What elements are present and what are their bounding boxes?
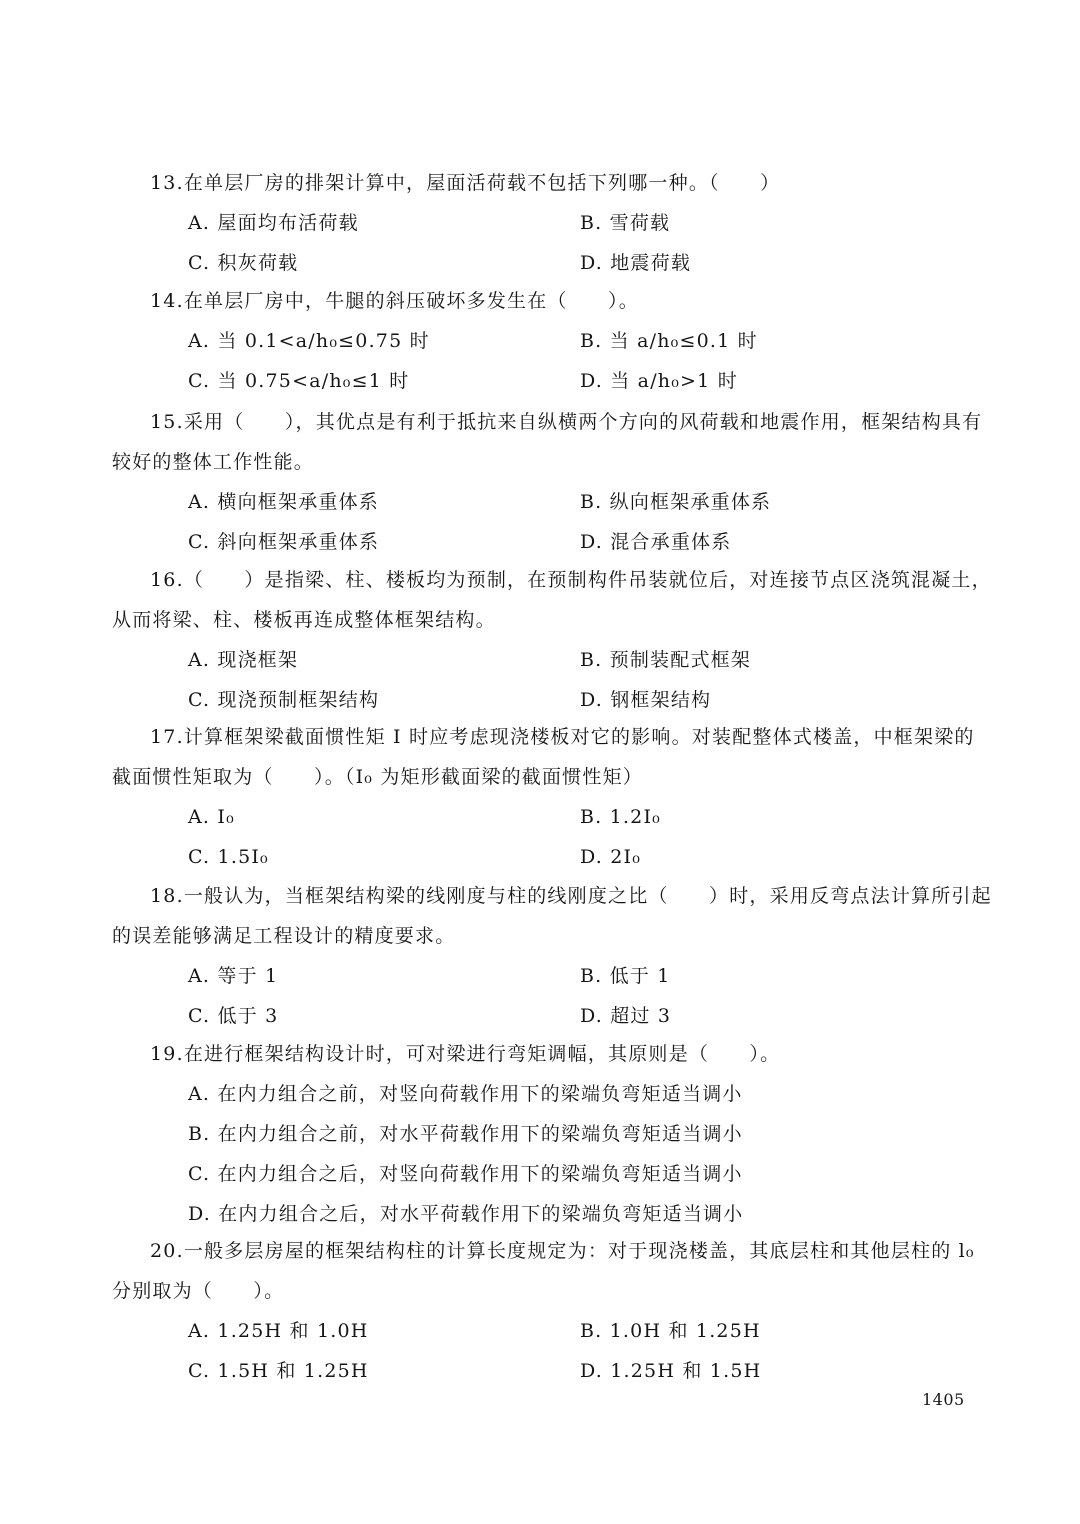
option-c: C. 现浇预制框架结构	[188, 689, 380, 711]
option-row	[0, 482, 1080, 522]
option-row	[0, 1074, 1080, 1114]
option-a: A. 等于 1	[188, 965, 279, 987]
option-row	[0, 243, 1080, 283]
option-b: B. 预制装配式框架	[580, 649, 752, 671]
option-a: A. 现浇框架	[188, 649, 299, 671]
option-b: B. 雪荷载	[580, 212, 671, 234]
question-stem: 20.一般多层房屋的框架结构柱的计算长度规定为：对于现浇楼盖，其底层柱和其他层柱的 l₀ 分别取为（ ）。	[112, 1240, 975, 1302]
option-a: A. 屋面均布活荷载	[188, 212, 359, 234]
option-a: A. 横向框架承重体系	[188, 491, 380, 513]
option-row	[0, 1154, 1080, 1194]
option-row	[0, 522, 1080, 562]
option-row	[0, 956, 1080, 996]
option-d: D. 1.25H 和 1.5H	[580, 1360, 762, 1382]
option-row	[0, 321, 1080, 361]
question-stem: 17.计算框架梁截面惯性矩 I 时应考虑现浇楼板对它的影响。对装配整体式楼盖，中框架梁的截面惯性矩取为（ ）。（I₀ 为矩形截面梁的截面惯性矩）	[112, 726, 975, 788]
option-c: C. 1.5H 和 1.25H	[188, 1360, 369, 1382]
option-d: D. 钢框架结构	[580, 689, 712, 711]
question-stem: 16.（ ）是指梁、柱、楼板均为预制，在预制构件吊装就位后，对连接节点区浇筑混凝土，从而将梁、柱、楼板再连成整体框架结构。	[112, 569, 992, 631]
question-19	[0, 1034, 1080, 1234]
option-d: D. 2I₀	[580, 846, 642, 868]
option-row	[0, 1351, 1080, 1391]
question-16	[0, 560, 1080, 720]
option-a: A. 在内力组合之前，对竖向荷载作用下的梁端负弯矩适当调小	[188, 1083, 743, 1105]
option-row	[0, 680, 1080, 720]
question-stem: 14.在单层厂房中，牛腿的斜压破坏多发生在（ ）。	[150, 290, 639, 312]
option-d: D. 超过 3	[580, 1005, 672, 1027]
option-d: D. 当 a/h₀>1 时	[580, 370, 738, 392]
option-b: B. 在内力组合之前，对水平荷载作用下的梁端负弯矩适当调小	[188, 1123, 743, 1145]
option-c: C. 在内力组合之后，对竖向荷载作用下的梁端负弯矩适当调小	[188, 1163, 743, 1185]
question-20	[0, 1231, 1080, 1391]
option-row	[0, 837, 1080, 877]
question-stem: 15.采用（ ），其优点是有利于抵抗来自纵横两个方向的风荷载和地震作用，框架结构具有较好的整体工作性能。	[112, 411, 983, 473]
question-13	[0, 163, 1080, 283]
option-b: B. 1.2I₀	[580, 806, 661, 828]
option-row	[0, 1114, 1080, 1154]
question-14	[0, 281, 1080, 401]
option-c: C. 积灰荷载	[188, 252, 299, 274]
option-c: C. 斜向框架承重体系	[188, 531, 380, 553]
option-d: D. 地震荷载	[580, 252, 692, 274]
question-17	[0, 717, 1080, 877]
option-c: C. 低于 3	[188, 1005, 279, 1027]
question-15	[0, 402, 1080, 562]
option-d: D. 混合承重体系	[580, 531, 732, 553]
option-row	[0, 640, 1080, 680]
option-row	[0, 1194, 1080, 1234]
option-row	[0, 203, 1080, 243]
option-row	[0, 361, 1080, 401]
question-stem: 19.在进行框架结构设计时，可对梁进行弯矩调幅，其原则是（ ）。	[150, 1043, 781, 1065]
option-a: A. 1.25H 和 1.0H	[188, 1320, 369, 1342]
option-b: B. 纵向框架承重体系	[580, 491, 772, 513]
option-row	[0, 996, 1080, 1036]
question-stem: 18.一般认为，当框架结构梁的线刚度与柱的线刚度之比（ ）时，采用反弯点法计算所引起的误差能够满足工程设计的精度要求。	[112, 885, 992, 947]
page-number: 1405	[922, 1390, 965, 1409]
option-b: B. 1.0H 和 1.25H	[580, 1320, 761, 1342]
option-b: B. 当 a/h₀≤0.1 时	[580, 330, 758, 352]
option-b: B. 低于 1	[580, 965, 671, 987]
question-stem: 13.在单层厂房的排架计算中，屋面活荷载不包括下列哪一种。（ ）	[150, 172, 781, 194]
question-18	[0, 876, 1080, 1036]
option-c: C. 当 0.75<a/h₀≤1 时	[188, 370, 410, 392]
option-a: A. I₀	[188, 806, 235, 828]
option-row	[0, 797, 1080, 837]
option-c: C. 1.5I₀	[188, 846, 269, 868]
option-row	[0, 1311, 1080, 1351]
option-d: D. 在内力组合之后，对水平荷载作用下的梁端负弯矩适当调小	[188, 1203, 744, 1225]
option-a: A. 当 0.1<a/h₀≤0.75 时	[188, 330, 430, 352]
